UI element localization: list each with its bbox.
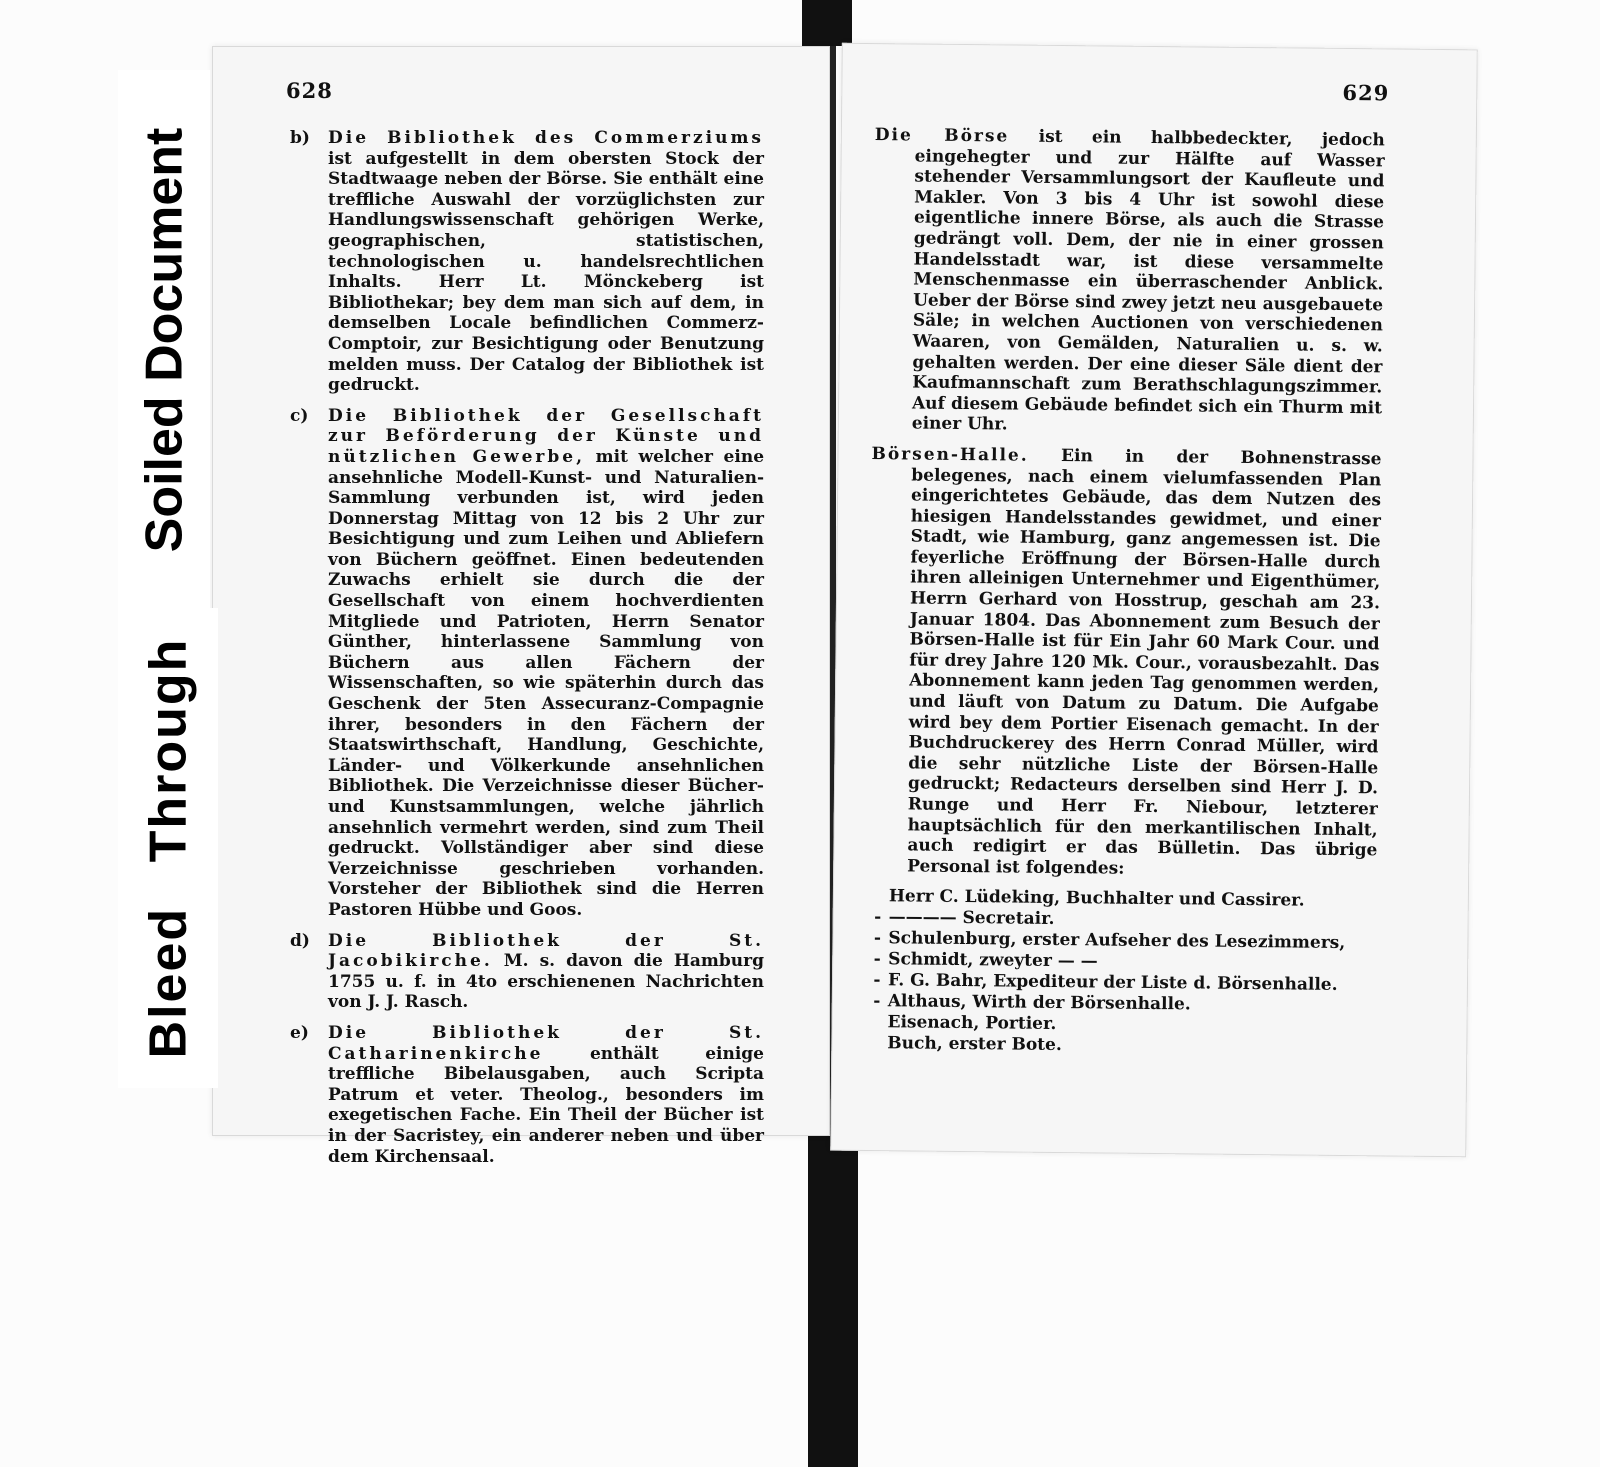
- paragraph-lead: Die Börse: [874, 125, 1010, 147]
- entry-marker: c): [290, 405, 309, 426]
- entry-e: [290, 1023, 764, 1167]
- bleed-through-stamp: [118, 608, 218, 1088]
- entry-heading: Die Bibliothek des Commerziums: [328, 128, 764, 148]
- binding-clip-top: [802, 0, 852, 46]
- staff-dash: -: [873, 949, 881, 970]
- entry-marker: e): [290, 1022, 309, 1043]
- entry-d: [290, 931, 764, 1013]
- left-page-text-column: [290, 128, 764, 1177]
- entry-heading: Die Bibliothek der St. Catharinenkirche: [328, 1022, 764, 1064]
- entry-heading: Die Bibliothek der Gesellschaft zur Beförderung der Künste und nützlichen Gewerbe,: [328, 405, 764, 467]
- staff-dash: -: [874, 907, 882, 928]
- staff-dash: [865, 1033, 887, 1054]
- entry-text: M. s. davon die Hamburg 1755 u. f. in 4to erschienenen Nachrichten von J. J. Rasch.: [328, 951, 764, 1013]
- staff-text: ———— Secretair.: [888, 907, 1055, 930]
- staff-text: Eisenach, Portier.: [887, 1012, 1057, 1035]
- paragraph-boerse: [872, 125, 1385, 439]
- entry-text: ist aufgestellt in dem obersten Stock der Stadtwaage neben der Börse. Sie enthält eine treffliche Auswahl der vorzüglichsten zur Handlungswissenschaft gehörigen Werke, geographischen, statistischen, technologischen u. handelsrechtlichen Inhalts. Herr Lt. Mönckeberg ist Bibliothekar; bey dem man sich auf dem, in demselben Locale befindlichen Commerz-Comptoir, zur Besichtigung oder Benutzung melden muss. Der Catalog der Bibliothek ist gedruckt.: [328, 148, 764, 396]
- right-page: [830, 43, 1478, 1158]
- staff-text: Buch, erster Bote.: [887, 1033, 1062, 1056]
- paragraph-text: Ein in der Bohnenstrasse belegenes, nach einem vielumfassenden Plan eingerichtetes Gebäude, das dem Nutzen des hiesigen Handelsstandes gewidmet, und einer Stadt, wie Hamburg, ganz angemessen ist. Die feyerliche Eröffnung der Börsen-Halle durch ihren alleinigen Unternehmer und Eigenthümer, Herrn Gerhard von Hosstrup, geschah am 23. Januar 1804. Das Abonnement zum Besuch der Börsen-Halle ist für Ein Jahr 60 Mark Cour. und für drey Jahre 120 Mk. Cour., vorausbezahlt. Das Abonnement kann jeden Tag genommen werden, und läuft von Datum zu Datum. Die Aufgabe wird bey dem Portier Eisenach gemacht. In der Buchdruckerey des Herrn Conrad Müller, wird die sehr nützliche Liste der Börsen-Halle gedruckt; Redacteurs derselben sind Herr J. D. Runge und Herr Fr. Niebour, letzterer hauptsächlich für den merkantilischen Inhalt, auch redigirt er das Bülletin. Das übrige Personal ist folgendes:: [907, 445, 1382, 879]
- staff-dash: -: [873, 928, 882, 949]
- staff-list: [865, 886, 1377, 1059]
- entry-b: [290, 128, 764, 396]
- staff-dash: [867, 886, 889, 907]
- paragraph-lead: Börsen-Halle.: [871, 443, 1029, 466]
- entry-marker: b): [290, 128, 310, 148]
- staff-text: Althaus, Wirth der Börsenhalle.: [887, 991, 1191, 1015]
- soiled-document-stamp: [118, 70, 210, 610]
- entry-c: [290, 406, 764, 921]
- entry-heading: Die Bibliothek der St. Jacobikirche.: [328, 930, 764, 972]
- binding-clip-bottom: [808, 1126, 858, 1467]
- staff-text: Herr C. Lüdeking, Buchhalter und Cassirer.: [888, 886, 1305, 911]
- staff-text: Schulenburg, erster Aufseher des Lesezimmers,: [888, 928, 1346, 954]
- bleed-through-label: Bleed Through: [139, 637, 197, 1059]
- paragraph-boersen-halle: [867, 444, 1382, 882]
- left-page-number: 628: [286, 78, 333, 103]
- left-page: [212, 46, 830, 1167]
- staff-dash: [865, 1012, 887, 1033]
- entry-text: mit welcher eine ansehnliche Modell-Kunst- und Naturalien-Sammlung verbunden ist, wird jeden Donnerstag Mittag von 12 bis 2 Uhr zur Besichtigung und zum Leihen und Abliefern von Büchern geöffnet. Einen bedeutenden Zuwachs erhielt sie durch die der Gesellschaft von einem hochverdienten Mitgliede und Patrioten, Herrn Senator Günther, hinterlassene Sammlung von Büchern aus allen Fächern der Wissenschaften, so wie späterhin durch das Geschenk der 5ten Assecuranz-Compagnie ihrer, besonders in den Fächern der Staatswirthschaft, Handlung, Geschichte, Länder- und Völkerkunde ansehnlichen Bibliothek. Die Verzeichnisse dieser Bücher- und Kunstsammlungen, welche jährlich ansehnlich vermehrt werden, sind zum Theil gedruckt. Vollständiger aber sind diese Verzeichnisse geschrieben vorhanden. Vorsteher der Bibliothek sind die Herren Pastoren Hübbe und Goos.: [328, 446, 765, 920]
- staff-dash: -: [873, 991, 881, 1012]
- staff-text: F. G. Bahr, Expediteur der Liste d. Börsenhalle.: [887, 970, 1338, 996]
- paragraph-text: ist ein halbbedeckter, jedoch eingehegter und zur Hälfte auf Wasser stehender Versammlungsort der Kaufleute und Makler. Von 3 bis 4 Uhr ist sowohl diese eigentliche innere Börse, als auch die Strasse gedrängt voll. Dem, der nie in einer grossen Handelsstadt war, ist diese versammelte Menschenmasse ein überraschender Anblick. Ueber der Börse sind zwey jetzt neu ausgebauete Säle; in welchen Auctionen von verschiedenen Waaren, von Gemälden, Naturalien u. s. w. gehalten werden. Der eine dieser Säle dient der Kaufmannschaft zum Berathschlagungszimmer. Auf diesem Gebäude befindet sich ein Thurm mit einer Uhr.: [911, 126, 1385, 435]
- entry-marker: d): [290, 930, 310, 951]
- entry-text: enthält einige treffliche Bibelausgaben, auch Scripta Patrum et veter. Theolog., besonders im exegetischen Fache. Ein Theil der Bücher ist in der Sacristey, ein anderer neben und über dem Kirchensaal.: [328, 1043, 764, 1167]
- soiled-document-label: Soiled Document: [135, 127, 193, 553]
- right-page-text-column: [865, 125, 1385, 1060]
- right-page-number: 629: [1342, 79, 1390, 106]
- staff-text: Schmidt, zweyter — —: [888, 949, 1098, 972]
- staff-dash: -: [873, 970, 881, 991]
- staff-row: [865, 1033, 1375, 1059]
